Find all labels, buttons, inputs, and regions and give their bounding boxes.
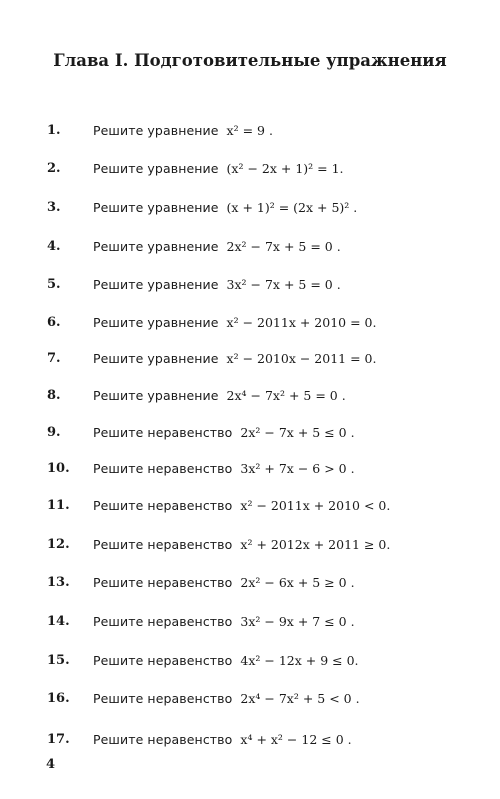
problem-expression: 3x² − 9x + 7 ≤ 0 . [240, 614, 355, 629]
problem-expression: 2x² − 7x + 5 = 0 . [226, 239, 341, 254]
problem-prompt: Решите уравнение [93, 315, 219, 330]
problem-expression: (x + 1)² = (2x + 5)² . [226, 200, 358, 215]
problem-text [93, 274, 341, 297]
problem-expression: 2x² − 6x + 5 ≥ 0 . [240, 575, 355, 590]
problem-expression: 2x⁴ − 7x² + 5 = 0 . [226, 388, 346, 403]
problem-expression: (x² − 2x + 1)² = 1. [226, 161, 344, 176]
problem-number: 10. [47, 461, 70, 476]
problem-item [0, 495, 500, 517]
problem-expression: 2x² − 7x + 5 ≤ 0 . [240, 425, 355, 440]
problem-number: 4. [47, 239, 61, 254]
problem-prompt: Решите неравенство [93, 498, 233, 513]
problem-expression: x² − 2010x − 2011 = 0. [226, 351, 377, 366]
problem-text [93, 688, 360, 711]
problem-number: 3. [47, 200, 61, 215]
problem-item [0, 348, 500, 370]
problem-item [0, 236, 500, 258]
problem-expression: 3x² + 7x − 6 > 0 . [240, 461, 355, 476]
problem-prompt: Решите уравнение [93, 161, 219, 176]
problem-number: 2. [47, 161, 61, 176]
problem-text [93, 495, 390, 518]
problem-item [0, 385, 500, 407]
problem-item [0, 120, 500, 142]
problem-text [93, 348, 376, 371]
problem-expression: x² − 2011x + 2010 < 0. [240, 498, 391, 513]
problem-text [93, 236, 341, 259]
problem-prompt: Решите уравнение [93, 123, 219, 138]
problem-prompt: Решите неравенство [93, 653, 233, 668]
problem-number: 9. [47, 425, 61, 440]
problem-item [0, 572, 500, 594]
problem-prompt: Решите уравнение [93, 239, 219, 254]
problem-item [0, 534, 500, 556]
problem-prompt: Решите неравенство [93, 732, 233, 747]
problem-text [93, 611, 355, 634]
problem-item [0, 611, 500, 633]
problem-number: 16. [47, 691, 70, 706]
problem-item [0, 458, 500, 480]
problem-number: 15. [47, 653, 70, 668]
problem-item [0, 312, 500, 334]
problem-number: 7. [47, 351, 61, 366]
problem-text [93, 650, 359, 673]
problem-text [93, 197, 357, 220]
problem-number: 13. [47, 575, 70, 590]
problem-expression: x² + 2012x + 2011 ≥ 0. [240, 537, 391, 552]
problem-expression: x⁴ + x² − 12 ≤ 0 . [240, 732, 352, 747]
problem-expression: 4x² − 12x + 9 ≤ 0. [240, 653, 359, 668]
problem-number: 11. [47, 498, 70, 513]
problem-number: 5. [47, 277, 61, 292]
problem-prompt: Решите неравенство [93, 461, 233, 476]
problem-text [93, 158, 344, 181]
problem-expression: 3x² − 7x + 5 = 0 . [226, 277, 341, 292]
problem-expression: x² = 9 . [226, 123, 273, 138]
problem-number: 14. [47, 614, 70, 629]
problem-text [93, 422, 355, 445]
problem-item [0, 158, 500, 180]
problem-item [0, 422, 500, 444]
problem-expression: x² − 2011x + 2010 = 0. [226, 315, 377, 330]
problem-expression: 2x⁴ − 7x² + 5 < 0 . [240, 691, 360, 706]
problem-prompt: Решите неравенство [93, 537, 233, 552]
problem-number: 6. [47, 315, 61, 330]
problem-prompt: Решите уравнение [93, 351, 219, 366]
problem-number: 1. [47, 123, 61, 138]
problem-number: 8. [47, 388, 61, 403]
problem-text [93, 729, 352, 752]
chapter-title: Глава I. Подготовительные упражнения [53, 51, 447, 70]
problem-text [93, 120, 273, 143]
problem-number: 17. [47, 732, 70, 747]
problem-prompt: Решите уравнение [93, 388, 219, 403]
problem-item [0, 729, 500, 751]
problem-number: 12. [47, 537, 70, 552]
problem-prompt: Решите уравнение [93, 200, 219, 215]
problem-text [93, 534, 390, 557]
problem-prompt: Решите неравенство [93, 614, 233, 629]
problem-item [0, 197, 500, 219]
problem-text [93, 385, 346, 408]
problem-text [93, 572, 355, 595]
problem-prompt: Решите неравенство [93, 425, 233, 440]
page-number: 4 [46, 757, 56, 772]
problem-item [0, 274, 500, 296]
problem-item [0, 650, 500, 672]
problem-prompt: Решите неравенство [93, 691, 233, 706]
problem-prompt: Решите уравнение [93, 277, 219, 292]
problem-text [93, 458, 355, 481]
problem-item [0, 688, 500, 710]
problem-prompt: Решите неравенство [93, 575, 233, 590]
problem-text [93, 312, 376, 335]
